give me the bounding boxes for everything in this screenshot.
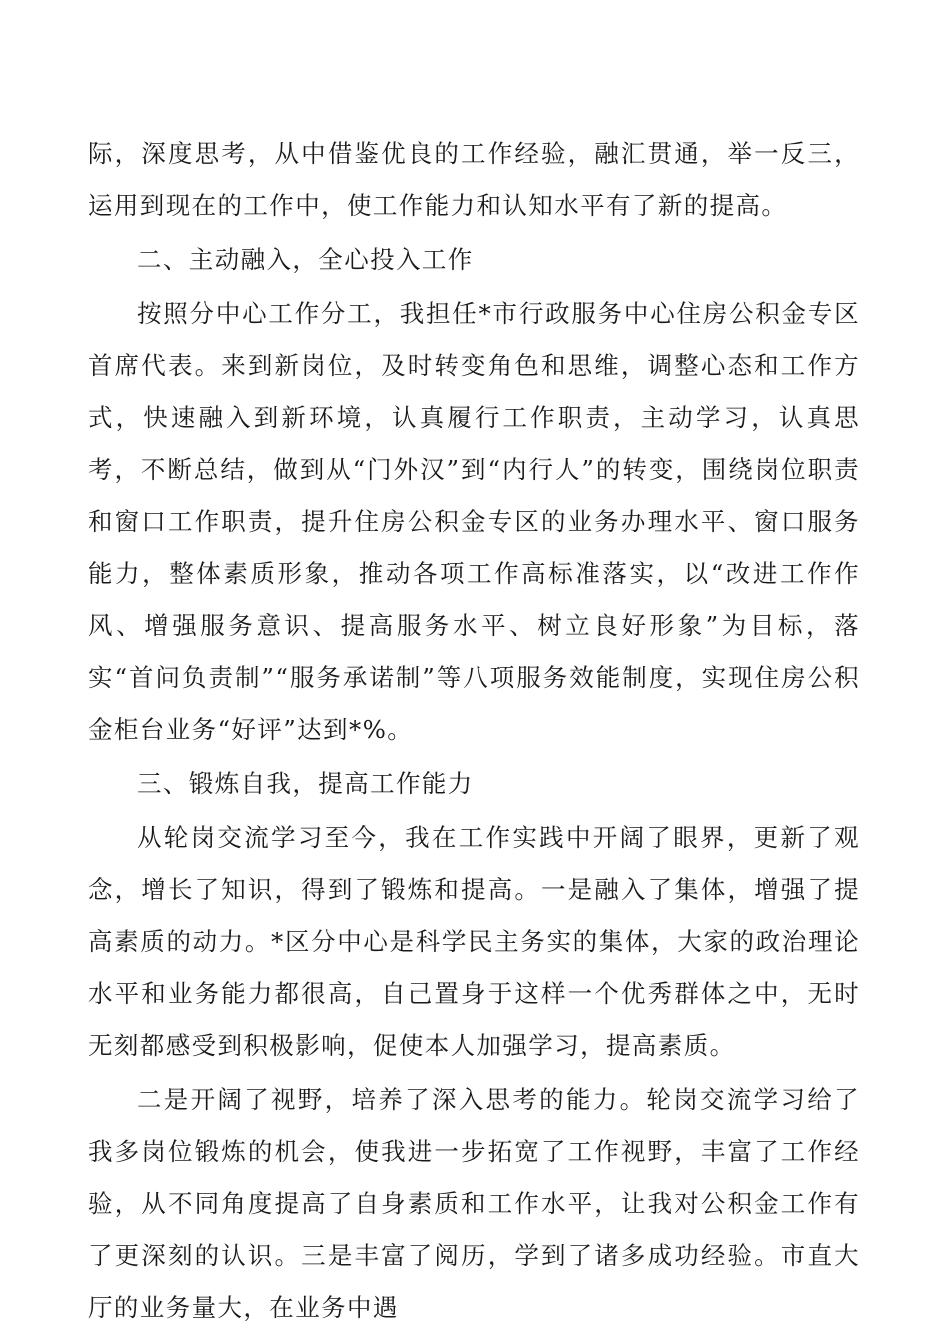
section-heading-3: 三、锻炼自我，提高工作能力 <box>137 769 474 798</box>
section-heading-2: 二、主动融入，全心投入工作 <box>137 245 474 274</box>
paragraph-continuation: 际，深度思考，从中借鉴优良的工作经验，融汇贯通，举一反三，运用到现在的工作中，使工作能力和认知水平有了新的提高。 <box>88 139 860 220</box>
paragraph-section-2-body: 按照分中心工作分工，我担任*市行政服务中心住房公积金专区首席代表。来到新岗位，及时转变角色和思维，调整心态和工作方式，快速融入到新环境，认真履行工作职责，主动学习，认真思考，不断总结，做到从“门外汉”到“内行人”的转变，围绕岗位职责和窗口工作职责，提升住房公积金专区的业务办理水平、窗口服务能力，整体素质形象，推动各项工作高标准落实，以“改进工作作风、增强服务意识、提高服务水平、树立良好形象”为目标，落实“首问负责制”“服务承诺制”等八项服务效能制度，实现住房公积金柜台业务“好评”达到*%。 <box>88 299 860 744</box>
paragraph-section-3-body: 从轮岗交流学习至今，我在工作实践中开阔了眼界，更新了观念，增长了知识，得到了锻炼和提高。一是融入了集体，增强了提高素质的动力。*区分中心是科学民主务实的集体，大家的政治理论水平和业务能力都很高，自己置身于这样一个优秀群体之中，无时无刻都感受到积极影响，促使本人加强学习，提高素质。 <box>88 823 860 1060</box>
paragraph-section-3-continued: 二是开阔了视野，培养了深入思考的能力。轮岗交流学习给了我多岗位锻炼的机会，使我进一步拓宽了工作视野，丰富了工作经验，从不同角度提高了自身素质和工作水平，让我对公积金工作有了更深刻的认识。三是丰富了阅历，学到了诸多成功经验。市直大厅的业务量大，在业务中遇 <box>88 1085 860 1322</box>
document-page <box>88 128 860 1336</box>
